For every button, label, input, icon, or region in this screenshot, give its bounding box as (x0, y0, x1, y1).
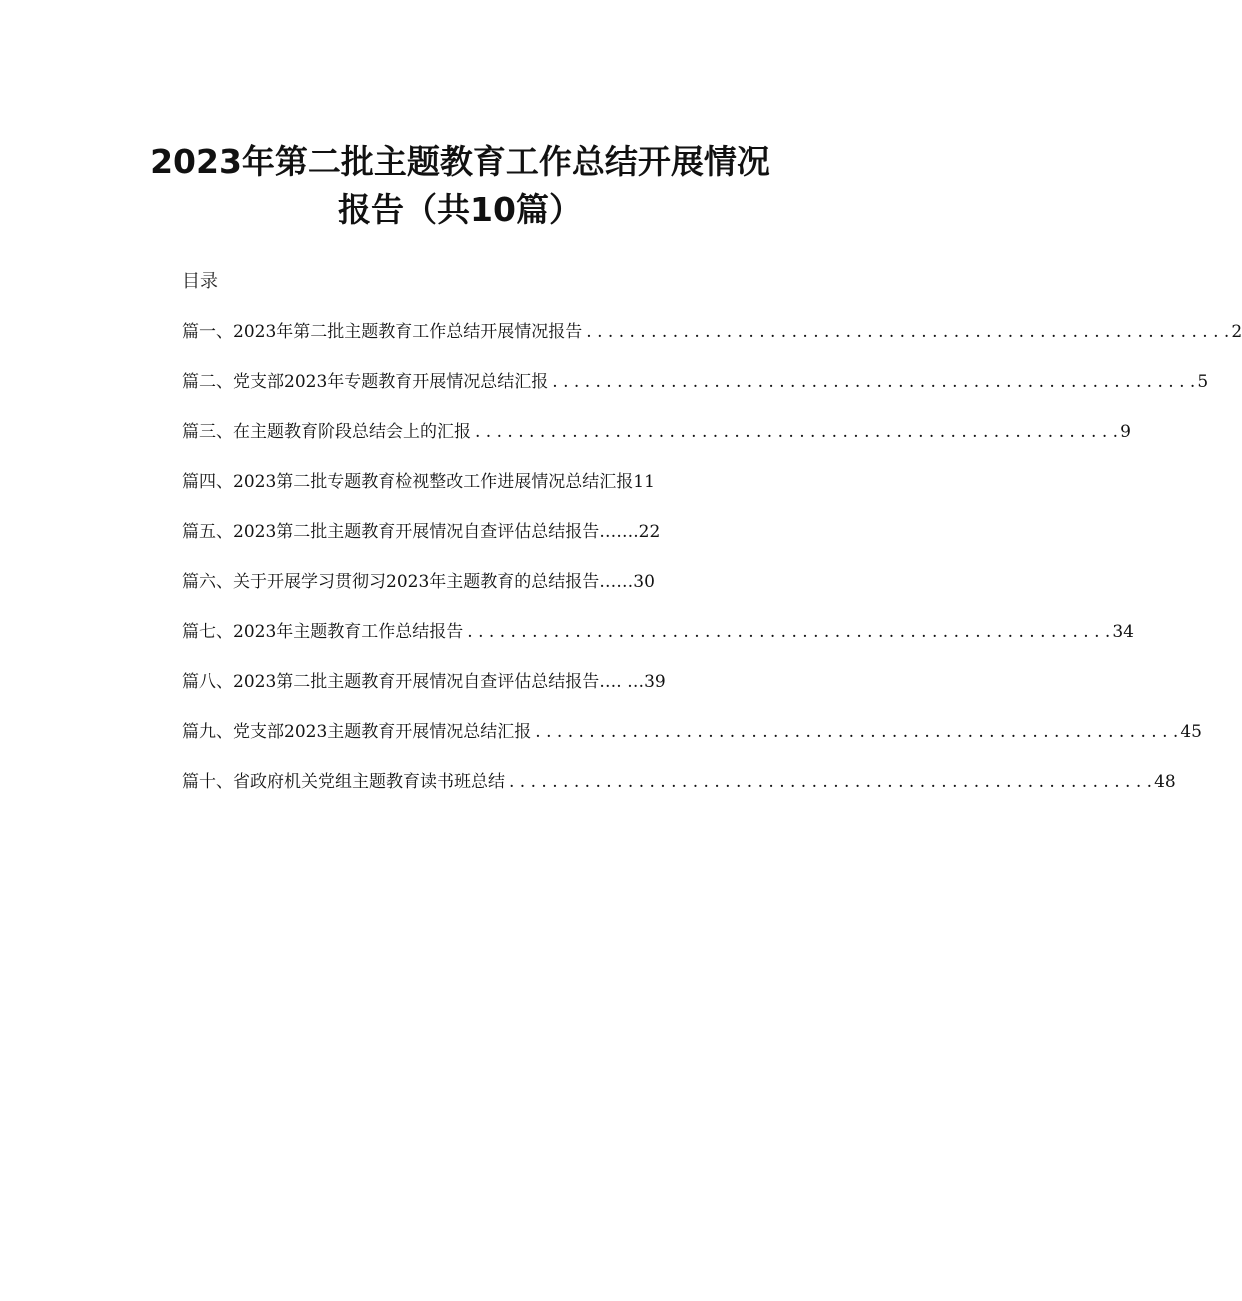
toc-leader-dots (548, 368, 1197, 396)
toc-page-number: 5 (1197, 372, 1209, 392)
toc-page-number: 30 (633, 572, 655, 592)
toc-page-number: 39 (644, 672, 666, 692)
toc-leader-dots (531, 718, 1180, 746)
toc-entry-title: 篇三、在主题教育阶段总结会上的汇报 (182, 422, 471, 442)
toc-leader-dots (505, 768, 1154, 796)
toc-page-number: 11 (633, 472, 655, 492)
toc-entry-7[interactable] (182, 618, 1134, 668)
toc-entry-title: 篇五、2023第二批主题教育开展情况自查评估总结报告…… (182, 522, 634, 542)
toc-entry-9[interactable] (182, 718, 1202, 768)
toc-entry-1[interactable] (182, 318, 1242, 368)
document-title (0, 138, 920, 234)
table-of-contents (182, 318, 1242, 818)
toc-page-number: 34 (1112, 622, 1134, 642)
document-title-line-1: 2023年第二批主题教育工作总结开展情况 (150, 142, 770, 181)
toc-page-number: .22 (633, 522, 661, 542)
document-title-line-2: 报告（共10篇） (338, 190, 582, 229)
toc-entry-title: 篇八、2023第二批主题教育开展情况自查评估总结报告…. … (182, 672, 645, 692)
toc-entry-10[interactable] (182, 768, 1176, 818)
toc-leader-dots (463, 618, 1112, 646)
toc-page-number: 2 (1231, 322, 1242, 342)
toc-entry-title: 篇二、党支部2023年专题教育开展情况总结汇报 (182, 372, 549, 392)
toc-page-number: 45 (1180, 722, 1202, 742)
toc-entry-2[interactable] (182, 368, 1209, 418)
toc-entry-title: 篇一、2023年第二批主题教育工作总结开展情况报告 (182, 322, 583, 342)
toc-entry-title: 篇六、关于开展学习贯彻习2023年主题教育的总结报告…… (182, 572, 634, 592)
toc-page-number: 48 (1154, 772, 1176, 792)
toc-entry-5[interactable] (182, 518, 776, 568)
toc-leader-dots (582, 318, 1231, 346)
toc-page-number: 9 (1120, 422, 1131, 442)
toc-entry-title: 篇七、2023年主题教育工作总结报告 (182, 622, 464, 642)
toc-heading: 目录 (182, 271, 218, 292)
toc-entry-4[interactable] (182, 468, 776, 518)
toc-entry-title: 篇四、2023第二批专题教育检视整改工作进展情况总结汇报 (182, 472, 634, 492)
toc-entry-3[interactable] (182, 418, 1131, 468)
toc-entry-title: 篇十、省政府机关党组主题教育读书班总结 (182, 772, 505, 792)
toc-entry-title: 篇九、党支部2023主题教育开展情况总结汇报 (182, 722, 532, 742)
toc-entry-6[interactable] (182, 568, 776, 618)
toc-entry-8[interactable] (182, 668, 776, 718)
toc-leader-dots (471, 418, 1120, 446)
